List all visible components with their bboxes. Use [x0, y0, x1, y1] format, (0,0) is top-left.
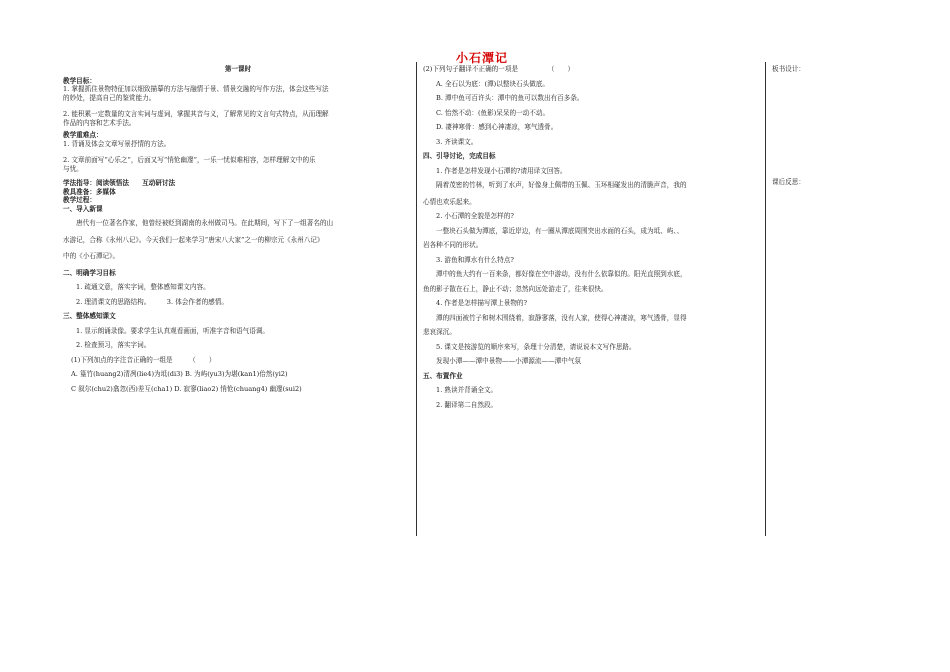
discussion-answer-3-line-2: 鱼的影子散在石上，静止不动；忽然向远处游走了，往来很快。	[423, 284, 608, 293]
question-1: (1)下列加点的字注音正确的一组是 （ ）	[71, 355, 216, 364]
section-5-heading: 五、布置作业	[423, 371, 463, 380]
board-design-label: 板书设计：	[772, 65, 805, 73]
teaching-process-heading: 教学过程：	[63, 196, 96, 204]
discussion-question-2: 2. 小石潭的全貌是怎样的?	[436, 212, 514, 220]
section-3-heading: 三、整体感知课文	[63, 312, 116, 320]
homework-1: 1. 熟读并背诵全文。	[436, 386, 498, 394]
question-2-option-b: B. 潭中鱼可百许头：潭中的鱼可以数出有百多条。	[436, 94, 584, 102]
discussion-question-4: 4. 作者是怎样描写潭上景物的?	[436, 299, 528, 307]
section-1-heading: 一、导入新课	[63, 204, 103, 213]
learning-method: 学法指导：阅读领悟法 互动研讨法	[63, 179, 176, 187]
goal-2-line-2: 作品的内容和艺术手法。	[63, 118, 136, 127]
goals-heading: 教学目标：	[63, 76, 96, 85]
column-divider-right	[765, 62, 766, 536]
lesson-heading: 第一课时	[224, 65, 252, 73]
column-divider-left	[416, 62, 417, 536]
discussion-answer-2-line-2: 岩各种不同的形状。	[423, 241, 483, 249]
right-column	[772, 65, 872, 186]
question-1-options-cd: C 叙尔(chu2)翕忽(西)差互(cha1) D. 寂寥(liao2) 悄怆(chuang4) 幽邃(sui2)	[71, 384, 302, 393]
section-1-line-3: 中的《小石潭记》。	[63, 252, 120, 260]
discussion-answer-4-line-2: 悲哀深沉。	[423, 328, 456, 336]
page-title: 小石潭记	[456, 51, 509, 65]
key-points-heading: 教学重难点：	[63, 131, 103, 139]
discussion-question-1: 1. 作者是怎样发现小石潭的?请用译文回答。	[436, 166, 567, 175]
key-point-1: 1. 背诵及体会文章写景抒情的方法。	[63, 139, 171, 148]
key-point-2-line-1: 2. 文章前面写“心乐之”，后面又写“悄怆幽邃”，一乐一忧似难相容，怎样理解文中的乐	[63, 156, 316, 164]
section-3-line-1: 1. 显示朗诵录像。要求学生认真观看画面，听准字音和语气语调。	[76, 326, 270, 335]
read-together-item: 3. 齐读课文。	[436, 137, 478, 146]
key-point-2-line-2: 与忧。	[63, 164, 83, 173]
section-2-heading: 二、明确学习目标	[63, 268, 116, 277]
question-2-option-a: A. 全石以为底：(潭)以整块石头做底。	[436, 79, 550, 88]
discussion-answer-2-line-1: 一整块石头做为潭底，靠近岸边，有一圈从潭底周围突出水面的石头，成为坻、屿、、	[436, 226, 684, 235]
teaching-aids: 教具准备：多媒体	[63, 187, 116, 196]
left-column	[63, 65, 413, 393]
discussion-answer-4-line-1: 潭的四面被竹子和树木围绕着，寂静寥落，没有人家，使得心神凄凉，寒气透骨，显得	[436, 313, 687, 322]
reflection-label: 课后反思：	[772, 177, 805, 186]
section-3-line-2: 2. 检查预习，落实字词。	[76, 341, 151, 349]
discussion-answer-1-line-2: 心情也欢乐起来。	[423, 197, 476, 206]
section-2-line-1: 1. 疏通文意，落实字词，整体感知课文内容。	[76, 283, 210, 291]
discussion-question-5: 5. 课文是按游览的顺序来写，条理十分清楚，请说说本文写作思路。	[436, 342, 636, 351]
goal-2-line-1: 2. 能积累一定数量的文言实词与虚词，掌握其音与义，了解常见的文言句式特点，从而理解	[63, 110, 329, 118]
middle-column	[423, 65, 763, 409]
question-2: (2)下列句子翻译不正确的一项是 （ ）	[423, 65, 575, 73]
section-1-line-2: 水游记，合称《永州八记》。今天我们一起来学习“唐宋八大家”之一的柳宗元《永州八记》	[63, 235, 324, 244]
section-2-line-2: 2. 理清课文的思路结构。 3. 体会作者的感情。	[76, 297, 228, 306]
goal-1-line-1: 1. 掌握抓住景物特征加以细致描摹的方法与融情于景、情景交融的写作方法，体会这些写法	[63, 85, 329, 93]
section-1-line-1: 唐代有一位著名作家，他曾经被贬到湖南的永州做司马。在此期间，写下了一组著名的山	[76, 219, 334, 227]
question-2-option-d: D. 凄神寒骨：感到心神凄凉，寒气透骨。	[436, 123, 558, 131]
question-1-options-ab: A. 篁竹(huang2)清冽(lie4)为坻(di3) B. 为屿(yu3)为堪(kan1)佁然(yi2)	[71, 370, 288, 378]
discussion-answer-3-line-1: 潭中的鱼大约有一百来条，都好像在空中游动，没有什么依靠似的。阳光直照到水底，	[436, 270, 687, 278]
discussion-answer-1-line-1: 隔着茂密的竹林，听到了水声，好像身上佩带的玉佩、玉环相碰发出的清脆声音，我的	[436, 181, 687, 189]
section-4-heading: 四、引导讨论，完成目标	[423, 152, 496, 160]
homework-2: 2. 翻译第二自然段。	[436, 400, 498, 409]
goal-1-line-2: 的妙处，提高自己的鉴赏能力。	[63, 93, 156, 102]
discussion-question-3: 3. 游鱼和潭水有什么特点?	[436, 255, 514, 264]
discussion-answer-5: 发现小潭——潭中景物——小潭源流——潭中气氛	[436, 357, 582, 365]
question-2-option-c: C. 怡然不动：(鱼影)呆呆的一动不动。	[436, 108, 550, 117]
